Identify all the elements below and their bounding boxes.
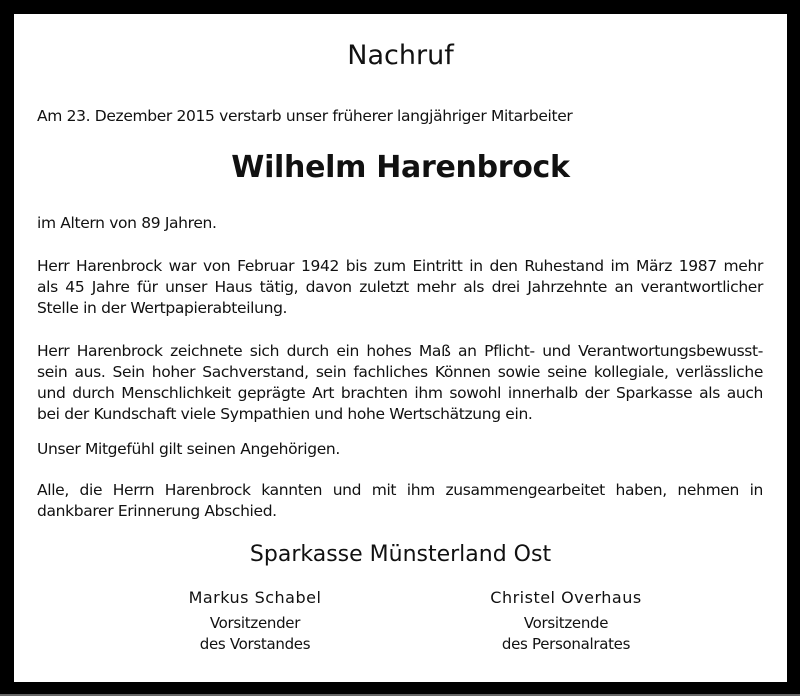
text-line: und durch Menschlichkeit geprägte Art brachten ihm sowohl innerhalb der Sparkasse als auch bbox=[37, 384, 763, 402]
intro-text: Am 23. Dezember 2015 verstarb unser früherer langjähriger Mitarbeiter bbox=[37, 107, 573, 125]
signatory-role: des Vorstandes bbox=[199, 635, 311, 653]
text-line: im Altern von 89 Jahren. bbox=[37, 214, 217, 232]
obituary-notice bbox=[14, 14, 787, 682]
text-line: Stelle in der Wertpapierabteilung. bbox=[37, 299, 288, 317]
character-paragraph bbox=[37, 341, 763, 425]
signatory-role: Vorsitzende bbox=[523, 614, 609, 632]
text-line: Herr Harenbrock zeichnete sich durch ein hohes Maß an Pflicht- und Verantwortungsbewusst- bbox=[37, 342, 763, 360]
signatory-name: Markus Schabel bbox=[188, 588, 322, 607]
text-line: Unser Mitgefühl gilt seinen Angehörigen. bbox=[37, 440, 340, 458]
text-line: sein aus. Sein hoher Sachverstand, sein fachliches Können sowie seine kollegiale, verlässliche bbox=[37, 363, 763, 381]
text-line: Herr Harenbrock war von Februar 1942 bis zum Eintritt in den Ruhestand im März 1987 mehr bbox=[37, 257, 763, 275]
text-line: dankbarer Erinnerung Abschied. bbox=[37, 502, 277, 520]
signatory-right bbox=[406, 588, 726, 655]
signatory-role: Vorsitzender bbox=[209, 614, 301, 632]
organization-name: Sparkasse Münsterland Ost bbox=[249, 542, 552, 567]
notice-title: Nachruf bbox=[347, 40, 454, 71]
text-line: als 45 Jahre für unser Haus tätig, davon zuletzt mehr als drei Jahrzehnte an verantwortlicher bbox=[37, 278, 763, 296]
text-line: Alle, die Herrn Harenbrock kannten und mit ihm zusammengearbeitet haben, nehmen in bbox=[37, 481, 763, 499]
text-line: bei der Kundschaft viele Sympathien und hohe Wertschätzung ein. bbox=[37, 405, 533, 423]
age-paragraph bbox=[37, 213, 763, 234]
signatory-left bbox=[95, 588, 415, 655]
signatory-role: des Personalrates bbox=[501, 635, 631, 653]
career-paragraph bbox=[37, 256, 763, 319]
farewell-paragraph bbox=[37, 480, 763, 522]
condolence-paragraph bbox=[37, 439, 763, 460]
signatory-name: Christel Overhaus bbox=[490, 588, 642, 607]
deceased-name: Wilhelm Harenbrock bbox=[231, 150, 570, 185]
